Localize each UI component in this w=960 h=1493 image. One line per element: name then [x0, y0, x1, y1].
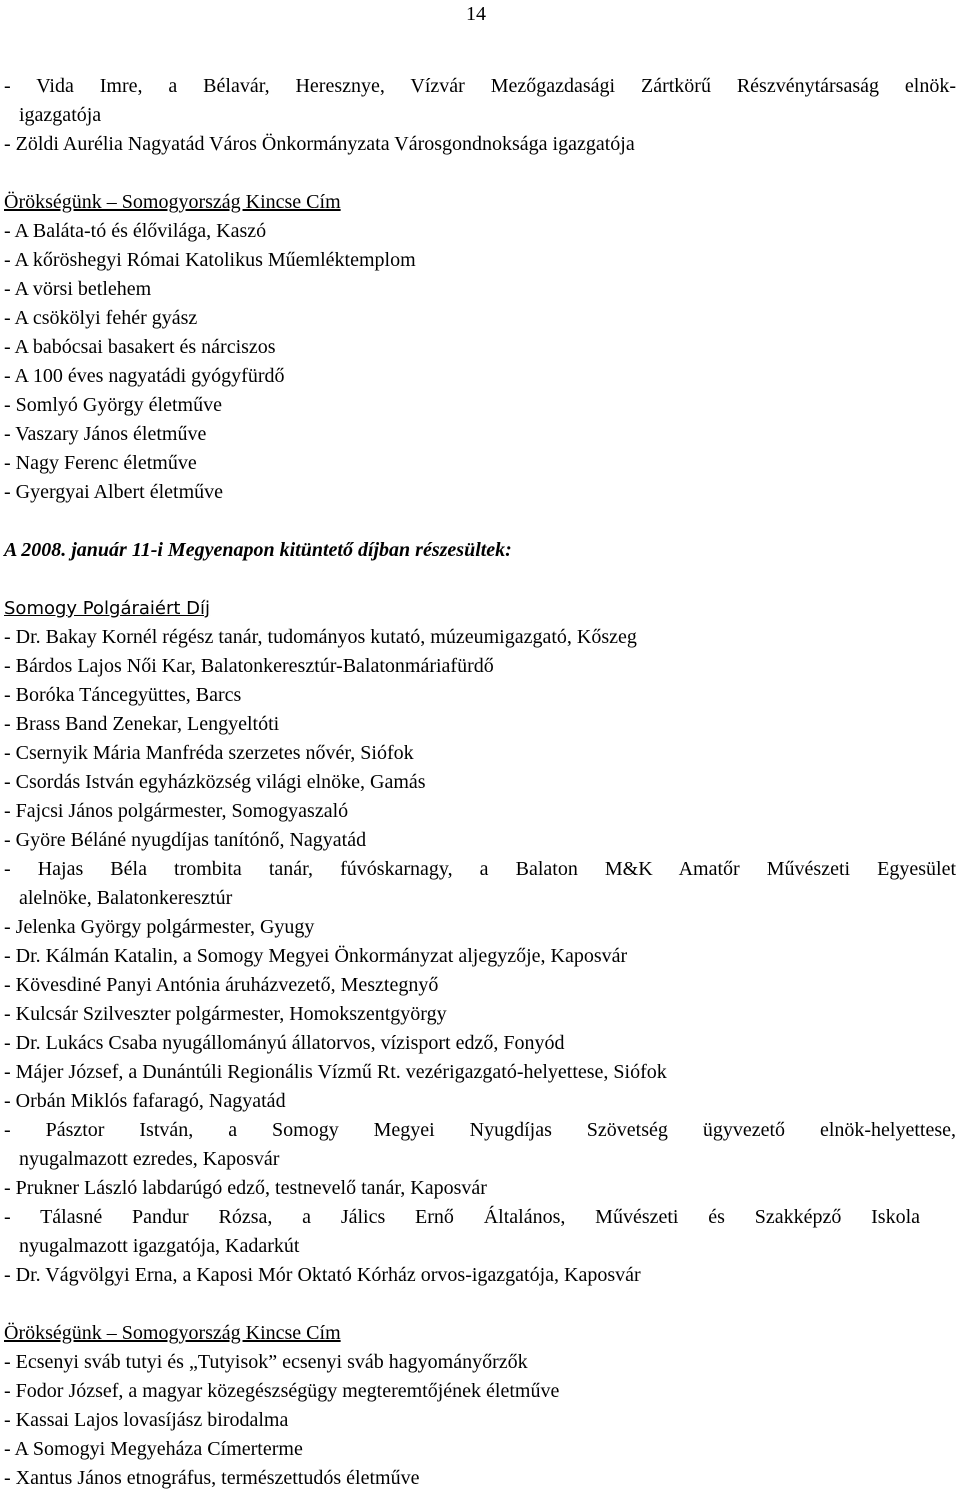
list-item-line: - Vida Imre, a Bélavár, Heresznye, Vízvár Mezőgazdasági Zártkörű Részvénytársaság elnök-: [4, 75, 956, 97]
intro-list: [4, 72, 956, 159]
section-heading: Örökségünk – Somogyország Kincse Cím: [4, 1322, 341, 1344]
list-item-line: - Hajas Béla trombita tanár, fúvóskarnagy, a Balaton M&K Amatőr Művészeti Egyesület: [4, 858, 956, 880]
list-item: - Fodor József, a magyar közegészségügy megteremtőjének életműve: [4, 1380, 560, 1402]
section3-list: [4, 1348, 956, 1493]
list-item: - Dr. Lukács Csaba nyugállományú állatorvos, vízisport edző, Fonyód: [4, 1032, 565, 1054]
list-item: - Csordás István egyházközség világi elnöke, Gamás: [4, 771, 426, 793]
list-item: - Ecsenyi sváb tutyi és „Tutyisok” ecsenyi sváb hagyományőrzők: [4, 1351, 528, 1373]
list-item: - Bárdos Lajos Női Kar, Balatonkeresztúr-Balatonmáriafürdő: [4, 655, 494, 677]
list-item: - Dr. Kálmán Katalin, a Somogy Megyei Önkormányzat aljegyzője, Kaposvár: [4, 945, 628, 967]
list-item: - A Somogyi Megyeháza Címerterme: [4, 1438, 303, 1460]
list-item: - Vaszary János életműve: [4, 423, 207, 445]
list-item: - A Baláta-tó és élővilága, Kaszó: [4, 220, 267, 242]
list-item: - Fajcsi János polgármester, Somogyaszaló: [4, 800, 349, 822]
list-item: - Somlyó György életműve: [4, 394, 222, 416]
list-item: - Xantus János etnográfus, természettudós életműve: [4, 1467, 420, 1489]
list-item: - Csernyik Mária Manfréda szerzetes nővér, Siófok: [4, 742, 414, 764]
list-item: - A 100 éves nagyatádi gyógyfürdő: [4, 365, 285, 387]
list-item: - Kövesdiné Panyi Antónia áruházvezető, Mesztegnyő: [4, 974, 439, 996]
list-item: - Zöldi Aurélia Nagyatád Város Önkormányzata Városgondnoksága igazgatója: [4, 133, 635, 155]
list-item: - Boróka Táncegyüttes, Barcs: [4, 684, 242, 706]
award-name: Somogy Polgáraiért Díj: [4, 598, 211, 619]
list-item: - Kulcsár Szilveszter polgármester, Homokszentgyörgy: [4, 1003, 447, 1025]
list-item-line: nyugalmazott ezredes, Kaposvár: [19, 1148, 280, 1170]
section-heading-award: A 2008. január 11-i Megyenapon kitüntető díjban részesültek:: [4, 539, 512, 561]
section-heading: Örökségünk – Somogyország Kincse Cím: [4, 191, 341, 213]
list-item-line: igazgatója: [19, 104, 102, 126]
list-item: - Nagy Ferenc életműve: [4, 452, 197, 474]
list-item-line: nyugalmazott igazgatója, Kadarkút: [19, 1235, 300, 1257]
list-item: - Kassai Lajos lovasíjász birodalma: [4, 1409, 289, 1431]
list-item: - A kőröshegyi Római Katolikus Műemléktemplom: [4, 249, 416, 271]
list-item: - Dr. Bakay Kornél régész tanár, tudományos kutató, múzeumigazgató, Kőszeg: [4, 626, 637, 648]
list-item: - Prukner László labdarúgó edző, testnevelő tanár, Kaposvár: [4, 1177, 487, 1199]
list-item: - Györe Béláné nyugdíjas tanítónő, Nagyatád: [4, 829, 367, 851]
page-number: 14: [466, 3, 486, 25]
list-item: - Májer József, a Dunántúli Regionális Vízmű Rt. vezérigazgató-helyettese, Siófok: [4, 1061, 667, 1083]
list-item-line: - Tálasné Pandur Rózsa, a Jálics Ernő Általános, Művészeti és Szakképző Iskola: [4, 1206, 920, 1228]
section1-list: [4, 217, 956, 507]
list-item: - Gyergyai Albert életműve: [4, 481, 224, 503]
list-item-line: - Pásztor István, a Somogy Megyei Nyugdíjas Szövetség ügyvezető elnök-helyettese,: [4, 1119, 956, 1141]
list-item: - A csökölyi fehér gyász: [4, 307, 198, 329]
list-item: - Brass Band Zenekar, Lengyeltóti: [4, 713, 280, 735]
list-item-line: alelnöke, Balatonkeresztúr: [19, 887, 233, 909]
list-item: - A babócsai basakert és nárciszos: [4, 336, 276, 358]
list-item: - A vörsi betlehem: [4, 278, 152, 300]
list-item: - Orbán Miklós fafaragó, Nagyatád: [4, 1090, 286, 1112]
document-body: [4, 72, 956, 1493]
section2-list: [4, 623, 956, 1290]
list-item: - Jelenka György polgármester, Gyugy: [4, 916, 315, 938]
list-item: - Dr. Vágvölgyi Erna, a Kaposi Mór Oktató Kórház orvos-igazgatója, Kaposvár: [4, 1264, 641, 1286]
